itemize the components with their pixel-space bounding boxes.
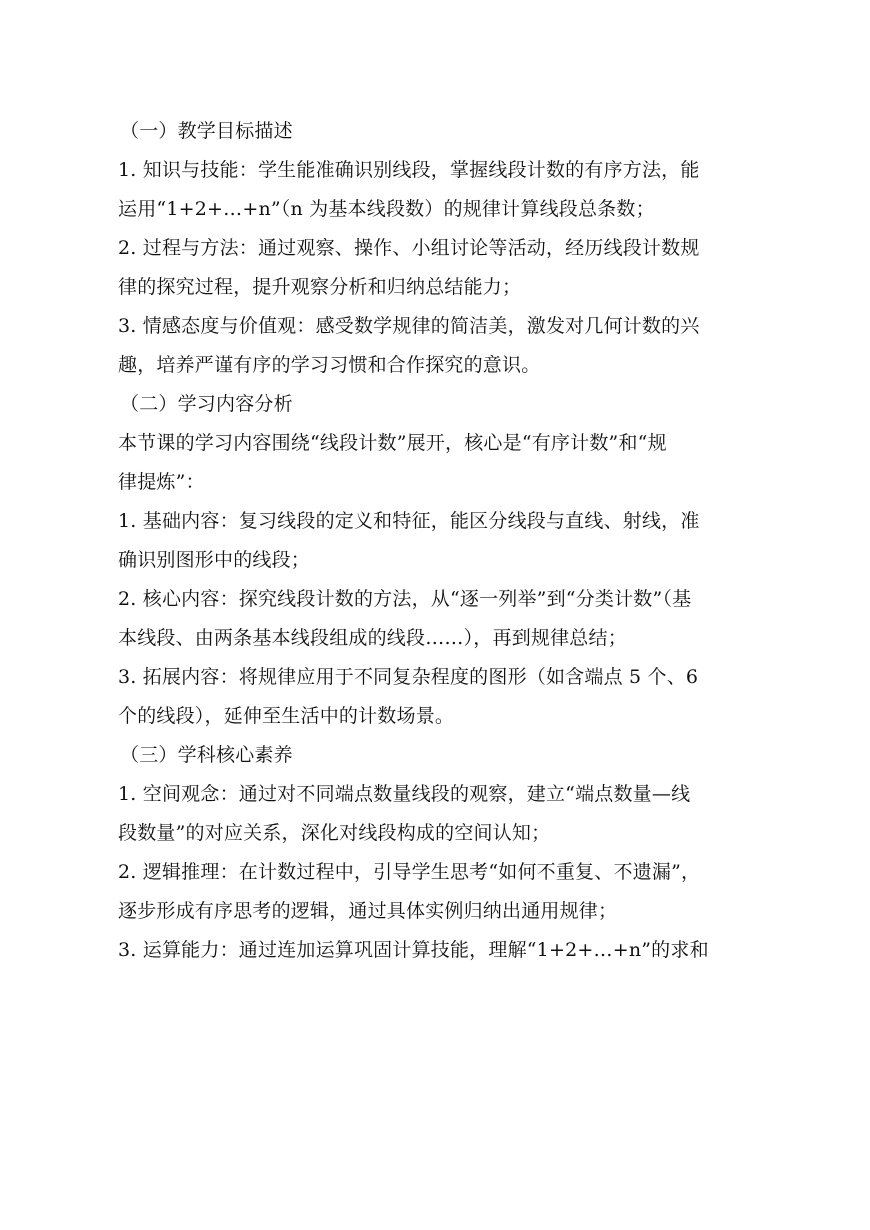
paragraph-line: 3. 运算能力：通过连加运算巩固计算技能，理解“1+2+…+n”的求和 <box>118 939 709 961</box>
paragraph-line: 3. 情感态度与价值观：感受数学规律的简洁美，激发对几何计数的兴 <box>118 315 700 337</box>
paragraph-line: 确识别图形中的线段； <box>118 549 311 571</box>
list-item <box>118 307 754 385</box>
list-item <box>118 580 754 658</box>
list-item <box>118 151 754 229</box>
list-item <box>118 853 754 931</box>
intro-paragraph <box>118 424 754 502</box>
paragraph-line: 本节课的学习内容围绕“线段计数”展开，核心是“有序计数”和“规 <box>118 432 667 454</box>
document-page <box>118 112 754 970</box>
paragraph-line: 2. 逻辑推理：在计数过程中，引导学生思考“如何不重复、不遗漏”， <box>118 861 701 883</box>
paragraph-line: 段数量”的对应关系，深化对线段构成的空间认知； <box>118 822 551 844</box>
list-item <box>118 931 754 970</box>
paragraph-line: 运用“1+2+…+n”（n 为基本线段数）的规律计算线段总条数； <box>118 198 655 220</box>
list-item <box>118 229 754 307</box>
section-heading-core-literacy: （三）学科核心素养 <box>120 744 293 766</box>
section-heading-teaching-goals: （一）教学目标描述 <box>120 120 293 142</box>
paragraph-line: 2. 过程与方法：通过观察、操作、小组讨论等活动，经历线段计数规 <box>118 237 700 259</box>
paragraph-line: 律提炼”： <box>118 471 205 493</box>
paragraph-line: 3. 拓展内容：将规律应用于不同复杂程度的图形（如含端点 5 个、6 <box>118 666 699 688</box>
section-heading-content-analysis: （二）学习内容分析 <box>120 393 293 415</box>
list-item <box>118 775 754 853</box>
paragraph-line: 逐步形成有序思考的逻辑，通过具体实例归纳出通用规律； <box>118 900 618 922</box>
paragraph-line: 2. 核心内容：探究线段计数的方法，从“逐一列举”到“分类计数”（基 <box>118 588 692 610</box>
paragraph-line: 1. 基础内容：复习线段的定义和特征，能区分线段与直线、射线，准 <box>118 510 700 532</box>
paragraph-line: 趣，培养严谨有序的学习习惯和合作探究的意识。 <box>118 354 541 376</box>
paragraph-line: 1. 知识与技能：学生能准确识别线段，掌握线段计数的有序方法，能 <box>118 159 700 181</box>
paragraph-line: 个的线段），延伸至生活中的计数场景。 <box>118 705 455 727</box>
paragraph-line: 1. 空间观念：通过对不同端点数量线段的观察，建立“端点数量—线 <box>118 783 691 805</box>
list-item <box>118 658 754 736</box>
list-item <box>118 502 754 580</box>
paragraph-line: 本线段、由两条基本线段组成的线段……），再到规律总结； <box>118 627 627 649</box>
paragraph-line: 律的探究过程，提升观察分析和归纳总结能力； <box>118 276 522 298</box>
